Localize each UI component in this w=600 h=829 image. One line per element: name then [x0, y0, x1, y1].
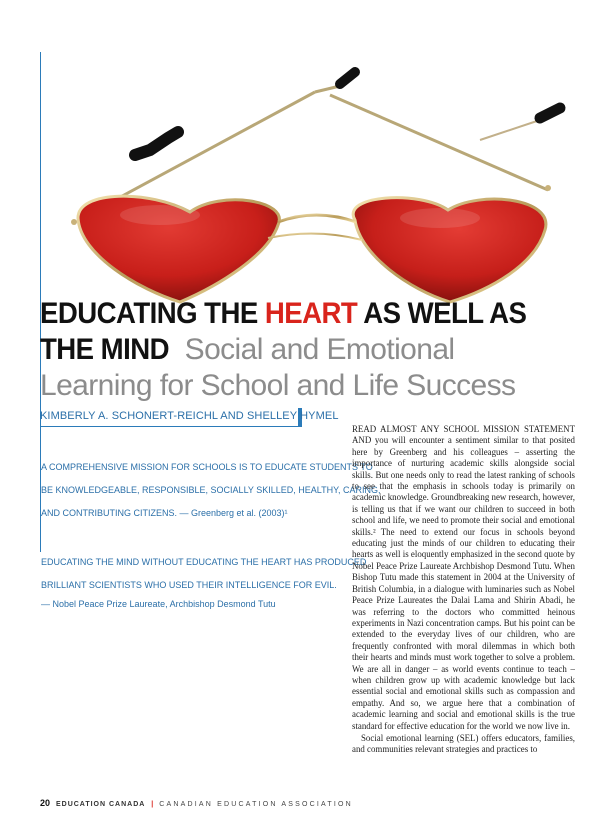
page-footer [40, 798, 353, 808]
quote-line: BE KNOWLEDGEABLE, RESPONSIBLE, SOCIALLY SKILLED, HEALTHY, CARING, [41, 485, 381, 495]
subtitle-line-2: Learning for School and Life Success [40, 369, 516, 402]
association-name: CANADIAN EDUCATION ASSOCIATION [159, 801, 353, 808]
magazine-name: EDUCATION CANADA [55, 801, 146, 808]
body-paragraph: Social emotional learning (SEL) offers educators, families, and communities relevant strategies and practices to [352, 732, 575, 755]
quote-line: A COMPREHENSIVE MISSION FOR SCHOOLS IS TO EDUCATE STUDENTS TO [41, 462, 373, 472]
subtitle-line-1: Social and Emotional [184, 333, 455, 366]
quote-attribution: — Nobel Peace Prize Laureate, Archbishop Desmond Tutu [41, 599, 276, 609]
quote-line: BRILLIANT SCIENTISTS WHO USED THEIR INTELLIGENCE FOR EVIL. [41, 580, 337, 590]
quote-line: AND CONTRIBUTING CITIZENS. — Greenberg et al. (2003)¹ [41, 508, 288, 518]
quote-line: EDUCATING THE MIND WITHOUT EDUCATING THE HEART HAS PRODUCED [41, 557, 367, 567]
pull-quote-tutu [41, 551, 367, 611]
byline: KIMBERLY A. SCHONERT-REICHL AND SHELLEY HYMEL [40, 410, 339, 422]
pull-quote-greenberg [41, 456, 381, 525]
title-highlight: HEART [264, 297, 358, 330]
title-line-1: EDUCATING THE HEART AS WELL AS [40, 297, 527, 330]
heart-sunglasses-photo [40, 40, 580, 305]
footer-separator: | [151, 801, 154, 808]
page-number: 20 [40, 798, 51, 808]
body-paragraph: READ ALMOST ANY SCHOOL MISSION STATEMENT AND you will encounter a sentiment similar to that posited here by Greenberg and his colleagues – asserting the importance of nurturing academic skills alongside social skills. But one needs only to read the latest ranking of schools to see that the emphasis in schools today is primarily on academic knowledge. Groundbreaking new research, however, is telling us that if we want our children to succeed in both school and life, we need to promote their social and emotional skills.² The need to extend our focus in schools beyond educating just the minds of our children to educating their hearts as well is eloquently emphasized in the second quote by Nobel Peace Prize Laureate Archbishop Desmond Tutu. When Bishop Tutu made this statement in 2004 at the University of British Columbia, in a dialogue with luminaries such as Nobel Peace Prize Laureates the Dalai Lama and Shirin Abadi, he was referring to the doctors who committed heinous experiments in Nazi concentration camps. But his point can be extended to the everyday lives of our children, who are frequently confronted with moral dilemmas in which both their hearts and minds must work together to solve a problem. We are all in danger – as world events continue to teach – when children grow up with academic knowledge but lack essential social and emotional skills such as compassion and empathy. And so, we argue here that a combination of academic learning and social and emotional skills is the true standard for effective education for the world we now live in. [352, 424, 575, 731]
article-body [352, 424, 575, 756]
article-title [40, 296, 580, 404]
title-line-2: THE MIND [40, 333, 169, 366]
